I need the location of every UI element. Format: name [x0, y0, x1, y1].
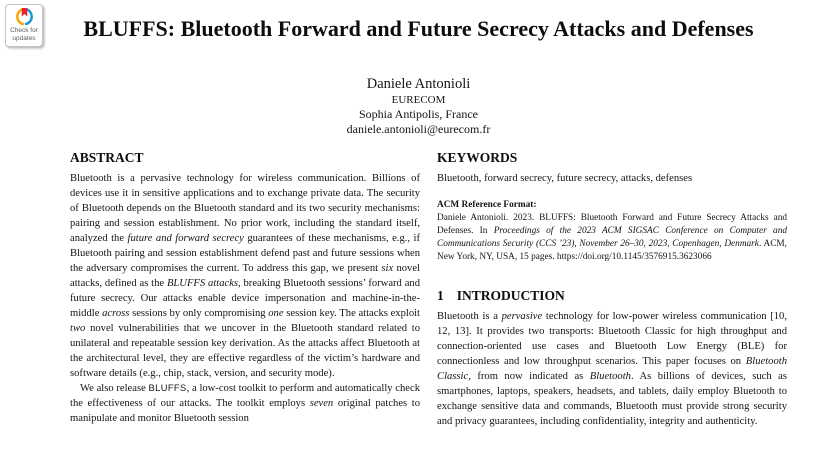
badge-label-line2: updates: [12, 35, 36, 43]
text-segment: Bluetooth: [589, 371, 631, 382]
text-segment: Bluetooth is a pervasive technology for wireless communication. Billions of devices use it in sensitive applications and to exchange private data. The security of Bluetooth depends on the Bluetooth standard and its two security mechanisms: pairing and session establishment. No prior work, including the standard itself, analyzed the: [70, 173, 420, 244]
text-segment: We also release: [80, 383, 149, 394]
text-segment: Bluetooth Classic: [437, 356, 787, 382]
section-title: INTRODUCTION: [456, 288, 565, 303]
text-segment: , breaking Bluetooth sessions’ forward and future secrecy. Our attacks enable device impersonation and machine-in-the-middle: [70, 278, 420, 319]
abstract-paragraph-1: [70, 171, 420, 381]
crossmark-icon: [16, 8, 33, 25]
author-email[interactable]: daniele.antonioli@eurecom.fr: [346, 122, 491, 136]
badge-label-line1: Check for: [10, 27, 38, 34]
acm-reference-section: [437, 199, 787, 264]
text-segment: sessions by only compromising: [129, 308, 269, 319]
keywords-heading: KEYWORDS: [437, 150, 518, 165]
text-segment: pervasive: [501, 311, 543, 322]
page-body: [70, 150, 787, 429]
left-column: [70, 150, 420, 429]
badge-label: [10, 27, 38, 43]
introduction-section: [437, 288, 787, 429]
text-segment: . As billions of devices, such as smartphones, laptops, speakers, headsets, and tablets, daily employ Bluetooth to exchange sensitive data and commands, Bluetooth must provide strong security and privacy guarantees, including confidentiality, integrity and authenticity.: [437, 371, 787, 427]
abstract-heading: ABSTRACT: [70, 150, 144, 165]
author-location: Sophia Antipolis, France: [359, 107, 478, 121]
text-segment: , a low-cost toolkit to perform and automatically check the effectiveness of our attacks. The toolkit employs: [70, 383, 420, 409]
text-segment: . ACM, New York, NY, USA, 15 pages.: [437, 239, 787, 262]
text-segment: future and forward secrecy: [127, 233, 244, 244]
text-segment: Daniele Antonioli. 2023. BLUFFS: Bluetooth Forward and Future Secrecy Attacks and Defenses. In: [437, 213, 787, 236]
text-segment: two: [70, 323, 86, 334]
text-segment: original patches to manipulate and monitor Bluetooth session: [70, 398, 420, 424]
right-column: [437, 150, 787, 429]
text-segment: technology for low-power wireless communication [10, 12, 13]. It provides two transports: Bluetooth Classic for high throughput and connection-oriented use cases and Bluetooth Low Energy (BLE) for connectionless and low throughput scenarios. This paper focuses on: [437, 311, 788, 367]
text-segment: novel vulnerabilities that we uncover in the Bluetooth standard related to unilateral and repeatable session key derivation. As the attacks affect Bluetooth at the architectural level, they are effective regardless of the victim’s hardware and software details (e.g., chip, stack, version, and security mode).: [70, 323, 420, 379]
paper-title: BLUFFS: Bluetooth Forward and Future Secrecy Attacks and Defenses: [83, 16, 754, 41]
text-segment: six: [381, 263, 394, 274]
text-segment: session key. The attacks exploit: [283, 308, 420, 319]
acm-reference-heading: ACM Reference Format:: [437, 200, 537, 210]
introduction-paragraph-1: [437, 309, 787, 429]
text-segment: , from now indicated as: [468, 371, 590, 382]
text-segment: Proceedings of the 2023 ACM SIGSAC Conference on Computer and Communications Security (CCS ’23), November 26–30, 2023, Copenhagen, Denmark: [437, 226, 787, 249]
author-block: [0, 76, 837, 137]
check-for-updates-badge[interactable]: [5, 4, 43, 47]
text-segment: one: [268, 308, 284, 319]
text-segment: seven: [309, 398, 334, 409]
text-segment: BLUFFS: [148, 383, 187, 393]
text-segment: guarantees of these mechanisms, e.g., if Bluetooth pairing and session establishment defend past and future sessions when the adversary compromises the current. To address this gap, we present: [70, 233, 420, 274]
introduction-heading: [437, 288, 787, 304]
keywords-text: Bluetooth, forward secrecy, future secrecy, attacks, defenses: [437, 173, 693, 184]
author-affiliation: EURECOM: [391, 94, 446, 106]
text-segment: novel attacks, defined as the: [70, 263, 420, 289]
acm-reference-text: [437, 212, 787, 264]
author-name: Daniele Antonioli: [366, 76, 471, 92]
section-number: 1: [437, 288, 444, 303]
text-segment: across: [102, 308, 130, 319]
text-segment: Bluetooth is a: [437, 311, 502, 322]
doi-link[interactable]: https://doi.org/10.1145/3576915.3623066: [556, 252, 712, 262]
text-segment: BLUFFS attacks: [166, 278, 239, 289]
abstract-paragraph-2: [70, 381, 420, 426]
